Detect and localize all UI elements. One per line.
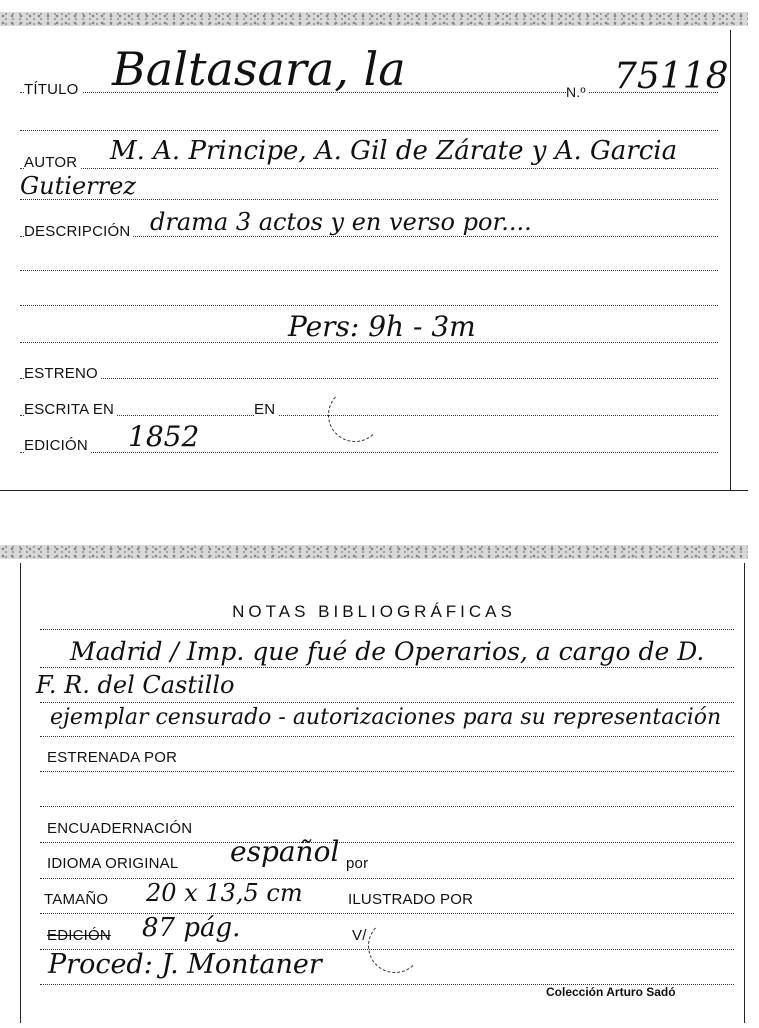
edicion-label: EDICIÓN bbox=[24, 437, 91, 454]
estrenada-por-label: ESTRENADA POR bbox=[47, 749, 178, 766]
card-bottom-right-border bbox=[744, 563, 745, 1023]
v-label: V/ bbox=[352, 927, 370, 944]
card-top-bottom-border bbox=[0, 490, 748, 491]
card-top-edge bbox=[0, 12, 748, 26]
card-bottom-edge bbox=[0, 545, 748, 559]
en-label: EN bbox=[254, 401, 278, 418]
card-top-right-border bbox=[730, 30, 731, 490]
tamano-value: 20 x 13,5 cm bbox=[146, 879, 303, 907]
ilustrado-por-label: ILUSTRADO POR bbox=[348, 891, 476, 908]
footer-coleccion: Colección Arturo Sadó bbox=[546, 985, 676, 999]
notes-line1: Madrid / Imp. que fué de Operarios, a cargo de D. bbox=[70, 637, 705, 666]
catalog-card-top bbox=[0, 0, 748, 492]
titulo-label: TÍTULO bbox=[24, 81, 82, 98]
row-line bbox=[40, 702, 734, 703]
personajes-value: Pers: 9h - 3m bbox=[288, 310, 476, 343]
catalog-card-bottom bbox=[0, 545, 748, 1028]
row-line bbox=[40, 878, 734, 879]
por-label: por bbox=[346, 855, 371, 872]
row-line bbox=[40, 736, 734, 737]
punch-hole-mark bbox=[368, 919, 422, 973]
row-line bbox=[20, 168, 718, 169]
edicion-label-struck: EDICIÓN bbox=[47, 927, 114, 944]
notes-line3: ejemplar censurado - autorizaciones para su representación bbox=[50, 705, 722, 730]
idioma-value: español bbox=[230, 835, 340, 868]
autor-label: AUTOR bbox=[24, 154, 80, 171]
numero-label: N.º bbox=[566, 84, 589, 100]
punch-hole-mark bbox=[328, 388, 382, 442]
titulo-value: Baltasara, la bbox=[112, 42, 406, 96]
row-line bbox=[40, 842, 734, 843]
row-line bbox=[20, 452, 718, 453]
notas-heading: NOTAS BIBLIOGRÁFICAS bbox=[232, 602, 516, 621]
row-line bbox=[40, 771, 734, 772]
card-bottom-left-border bbox=[20, 563, 21, 1023]
row-line bbox=[20, 305, 718, 306]
idioma-original-label: IDIOMA ORIGINAL bbox=[47, 855, 181, 872]
edicion-value: 1852 bbox=[128, 420, 200, 453]
descripcion-value: drama 3 actos y en verso por.... bbox=[150, 208, 532, 236]
row-line bbox=[20, 270, 718, 271]
numero-value: 75118 bbox=[614, 56, 729, 97]
descripcion-label: DESCRIPCIÓN bbox=[24, 223, 133, 240]
autor-value-line1: M. A. Principe, A. Gil de Zárate y A. Garcia bbox=[110, 136, 678, 166]
escrita-en-label: ESCRITA EN bbox=[24, 401, 117, 418]
encuadernacion-label: ENCUADERNACIÓN bbox=[47, 820, 195, 837]
autor-value-line2: Gutierrez bbox=[20, 172, 136, 200]
estreno-label: ESTRENO bbox=[24, 365, 101, 382]
tamano-label: TAMAÑO bbox=[44, 891, 111, 908]
notes-line2: F. R. del Castillo bbox=[36, 671, 235, 699]
proced-value: Proced: J. Montaner bbox=[48, 949, 322, 980]
row-line bbox=[40, 629, 734, 630]
row-line bbox=[20, 130, 718, 131]
row-line bbox=[40, 667, 734, 668]
row-line bbox=[20, 378, 718, 379]
paginas-value: 87 pág. bbox=[142, 913, 241, 943]
row-line bbox=[40, 806, 734, 807]
